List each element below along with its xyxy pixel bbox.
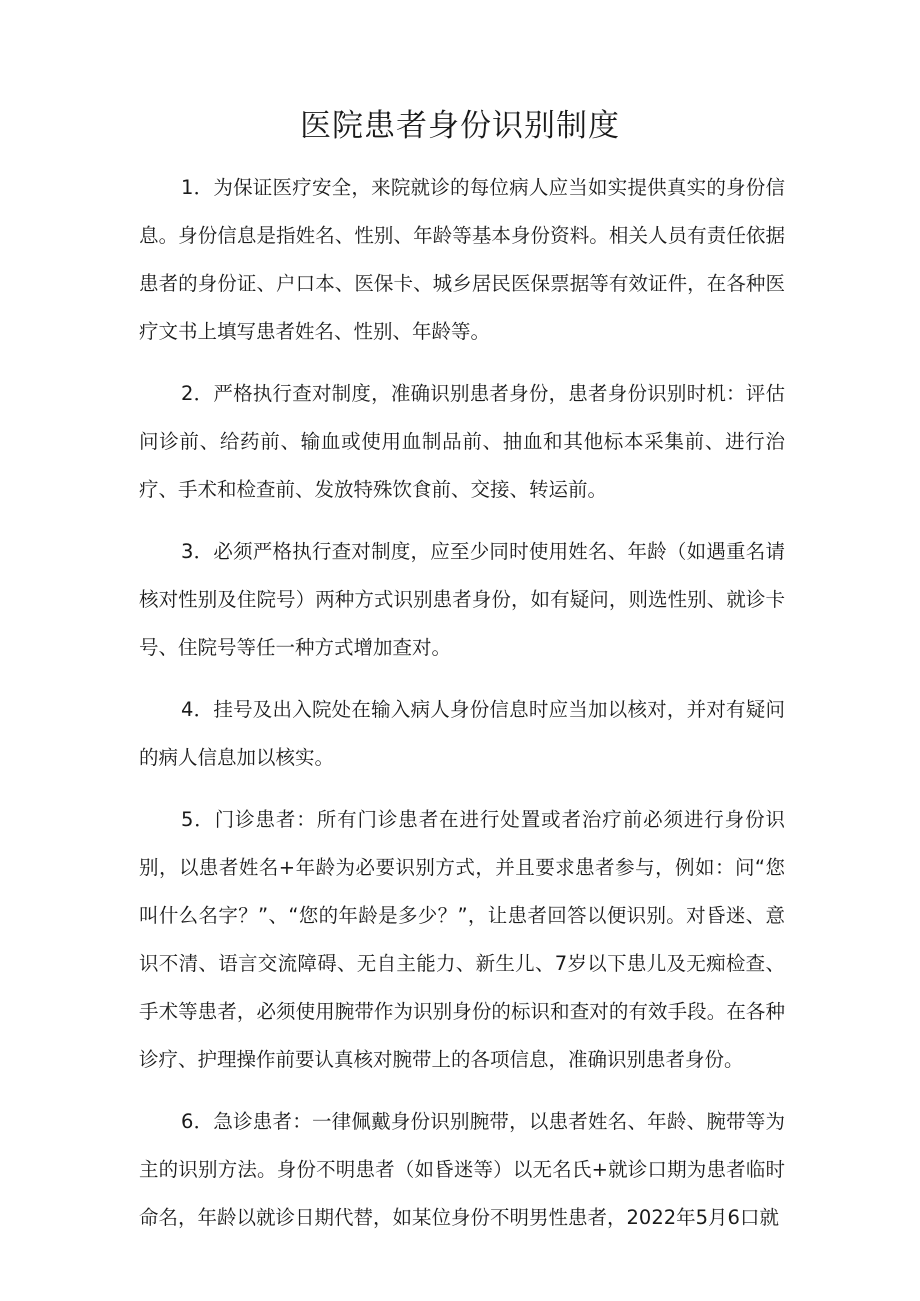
paragraph-6: 6．急诊患者：一律佩戴身份识别腕带，以患者姓名、年龄、腕带等为主的识别方法。身份不明患者（如昏迷等）以无名氏+就诊口期为患者临时命名，年龄以就诊日期代替，如某位身份不明男性患者，2022年5月6口就 [139, 1110, 785, 1229]
paragraph-5: 5．门诊患者：所有门诊患者在进行处置或者治疗前必须进行身份识别，以患者姓名+年龄为必要识别方式，并且要求患者参与，例如：问“您叫什么名字？”、“您的年龄是多少？”，让患者回答以便识别。对昏迷、意识不清、语言交流障碍、无自主能力、新生儿、7岁以下患儿及无痴检查、手术等患者，必须使用腕带作为识别身份的标识和查对的有效手段。在各种诊疗、护理操作前要认真核对腕带上的各项信息，准确识别患者身份。 [139, 808, 785, 1071]
document-body [139, 164, 785, 1256]
paragraph-4: 4．挂号及出入院处在输入病人身份信息时应当加以核对，并对有疑问的病人信息加以核实。 [139, 698, 785, 769]
paragraph-2: 2．严格执行查对制度，准确识别患者身份，患者身份识别时机：评估问诊前、给药前、输血或使用血制品前、抽血和其他标本采集前、进行治疗、手术和检查前、发放特殊饮食前、交接、转运前。 [139, 382, 785, 501]
document-title: 医院患者身份识别制度 [300, 108, 620, 144]
paragraph-3: 3．必须严格执行查对制度，应至少同时使用姓名、年龄（如遇重名请核对性别及住院号）两种方式识别患者身份，如有疑问，则选性别、就诊卡号、住院号等任一种方式增加查对。 [139, 540, 785, 659]
paragraph-1: 1．为保证医疗安全，来院就诊的每位病人应当如实提供真实的身份信息。身份信息是指姓名、性别、年龄等基本身份资料。相关人员有责任依据患者的身份证、户口本、医保卡、城乡居民医保票据等有效证件，在各种医疗文书上填写患者姓名、性别、年龄等。 [139, 176, 785, 343]
